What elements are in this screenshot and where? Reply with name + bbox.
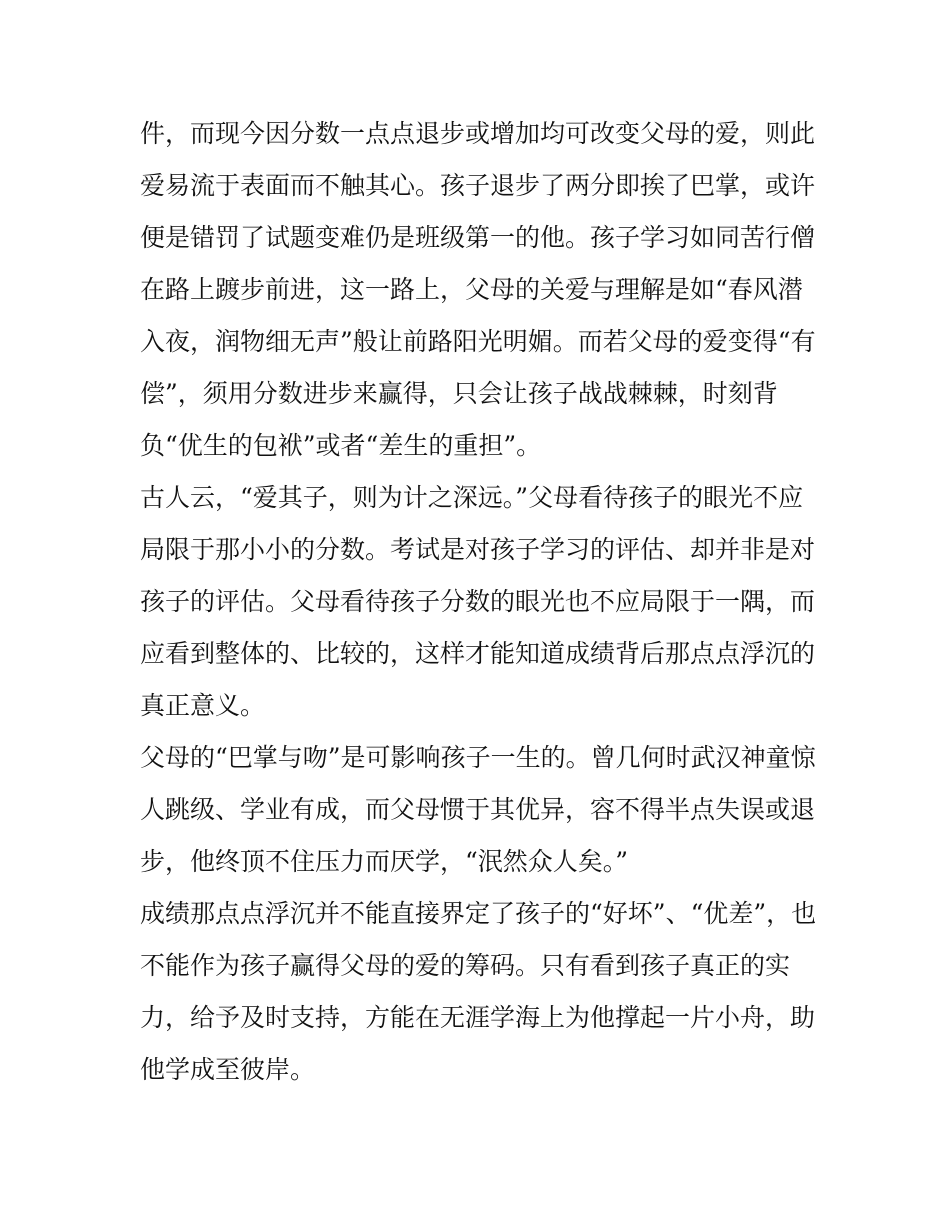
paragraph-1 [140, 108, 820, 472]
text-line: 孩子的评估。父母看待孩子分数的眼光也不应局限于一隅，而 [140, 587, 816, 616]
text-line: 偿”，须用分数进步来赢得，只会让孩子战战棘棘，时刻背 [140, 379, 778, 408]
text-line: 步，他终顶不住压力而厌学，“泯然众人矣。” [140, 847, 629, 876]
text-line: 成绩那点点浮沉并不能直接界定了孩子的“好坏”、“优差”，也 [140, 899, 817, 928]
text-line: 人跳级、学业有成，而父母惯于其优异，容不得半点失误或退 [140, 795, 816, 824]
text-line: 局限于那小小的分数。考试是对孩子学习的评估、却并非是对 [140, 535, 816, 564]
text-line: 他学成至彼岸。 [140, 1055, 316, 1084]
text-line: 真正意义。 [140, 691, 266, 720]
paragraph-3 [140, 732, 820, 888]
text-line: 入夜，润物细无声”般让前路阳光明媚。而若父母的爱变得“有 [140, 327, 816, 356]
text-line: 在路上踱步前进，这一路上，父母的关爱与理解是如“春风潜 [140, 275, 803, 304]
text-line: 古人云，“爱其子，则为计之深远。”父母看待孩子的眼光不应 [140, 483, 804, 512]
essay-text [140, 108, 820, 1096]
text-line: 应看到整体的、比较的，这样才能知道成绩背后那点点浮沉的 [140, 639, 816, 668]
text-line: 件，而现今因分数一点点退步或增加均可改变父母的爱，则此 [140, 119, 816, 148]
text-line: 父母的“巴掌与吻”是可影响孩子一生的。曾几何时武汉神童惊 [140, 743, 816, 772]
text-line: 爱易流于表面而不触其心。孩子退步了两分即挨了巴掌，或许 [140, 171, 816, 200]
text-line: 不能作为孩子赢得父母的爱的筹码。只有看到孩子真正的实 [140, 951, 791, 980]
text-line: 负“优生的包袱”或者“差生的重担”。 [140, 431, 542, 460]
text-line: 力，给予及时支持，方能在无涯学海上为他撑起一片小舟，助 [140, 1003, 816, 1032]
paragraph-4 [140, 888, 820, 1096]
text-line: 便是错罚了试题变难仍是班级第一的他。孩子学习如同苦行僧 [140, 223, 816, 252]
paragraph-2 [140, 472, 820, 732]
